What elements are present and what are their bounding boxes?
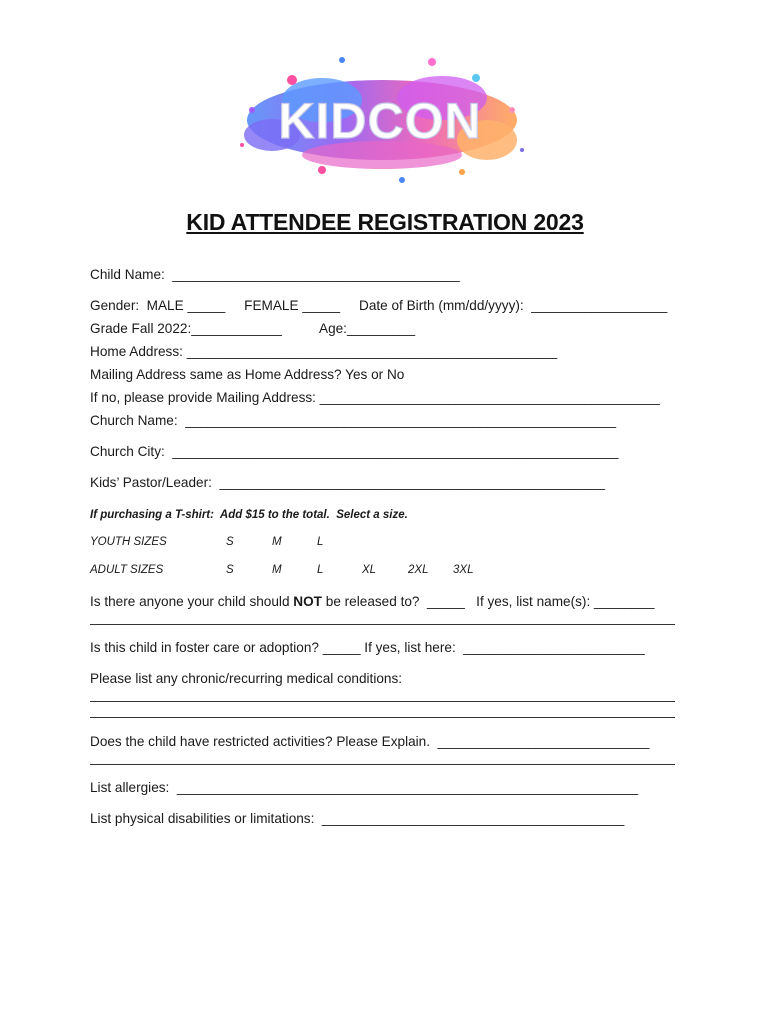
disabilities-field[interactable]: List physical disabilities or limitations: ________________________________________ [90,811,625,826]
youth-sizes-label: YOUTH SIZES [90,536,167,548]
church-name-field[interactable]: Church Name: _________________________________________________________ [90,413,617,428]
adult-size-s[interactable]: S [226,564,234,576]
form-title: KID ATTENDEE REGISTRATION 2023 [186,209,584,235]
kids-pastor-field[interactable]: Kids’ Pastor/Leader: ___________________________________________________ [90,475,606,490]
logo-wordmark: KIDCON [278,93,482,149]
youth-size-l[interactable]: L [317,536,324,548]
youth-size-m[interactable]: M [272,536,282,548]
kidcon-logo [232,40,528,190]
grade-age-field[interactable]: Grade Fall 2022:____________ Age:_________ [90,321,416,336]
adult-size-m[interactable]: M [272,564,282,576]
adult-size-l[interactable]: L [317,564,324,576]
foster-question[interactable]: Is this child in foster care or adoption? _____ If yes, list here: ________________________ [90,640,645,655]
adult-size-xl[interactable]: XL [362,564,377,576]
medical-answer-line-2[interactable] [90,717,675,718]
restricted-answer-line[interactable] [90,764,675,765]
adult-size-3xl[interactable]: 3XL [453,564,474,576]
gender-dob-field[interactable]: Gender: MALE _____ FEMALE _____ Date of Birth (mm/dd/yyyy): __________________ [90,298,668,313]
restricted-question[interactable]: Does the child have restricted activities? Please Explain. ____________________________ [90,734,650,749]
not-released-text-post: be released to? _____ If yes, list name(s): ________ [321,594,655,609]
home-address-field[interactable]: Home Address: _________________________________________________ [90,344,558,359]
medical-answer-line-1[interactable] [90,701,675,702]
tshirt-note: If purchasing a T-shirt: Add $15 to the total. Select a size. [90,509,408,521]
adult-size-2xl[interactable]: 2XL [408,564,429,576]
allergies-field[interactable]: List allergies: _____________________________________________________________ [90,780,639,795]
not-released-question[interactable] [90,594,654,610]
youth-size-s[interactable]: S [226,536,234,548]
church-city-field[interactable]: Church City: ___________________________________________________________ [90,444,619,459]
mailing-same-question[interactable]: Mailing Address same as Home Address? Yes or No [90,367,405,382]
not-released-answer-line[interactable] [90,624,675,625]
medical-question: Please list any chronic/recurring medical conditions: [90,671,403,686]
child-name-field[interactable]: Child Name: ______________________________________ [90,267,460,282]
not-released-text-pre: Is there anyone your child should [90,594,294,609]
not-emphasis: NOT [293,594,322,609]
adult-sizes-label: ADULT SIZES [90,564,164,576]
mailing-address-field[interactable]: If no, please provide Mailing Address: _____________________________________________ [90,390,660,405]
